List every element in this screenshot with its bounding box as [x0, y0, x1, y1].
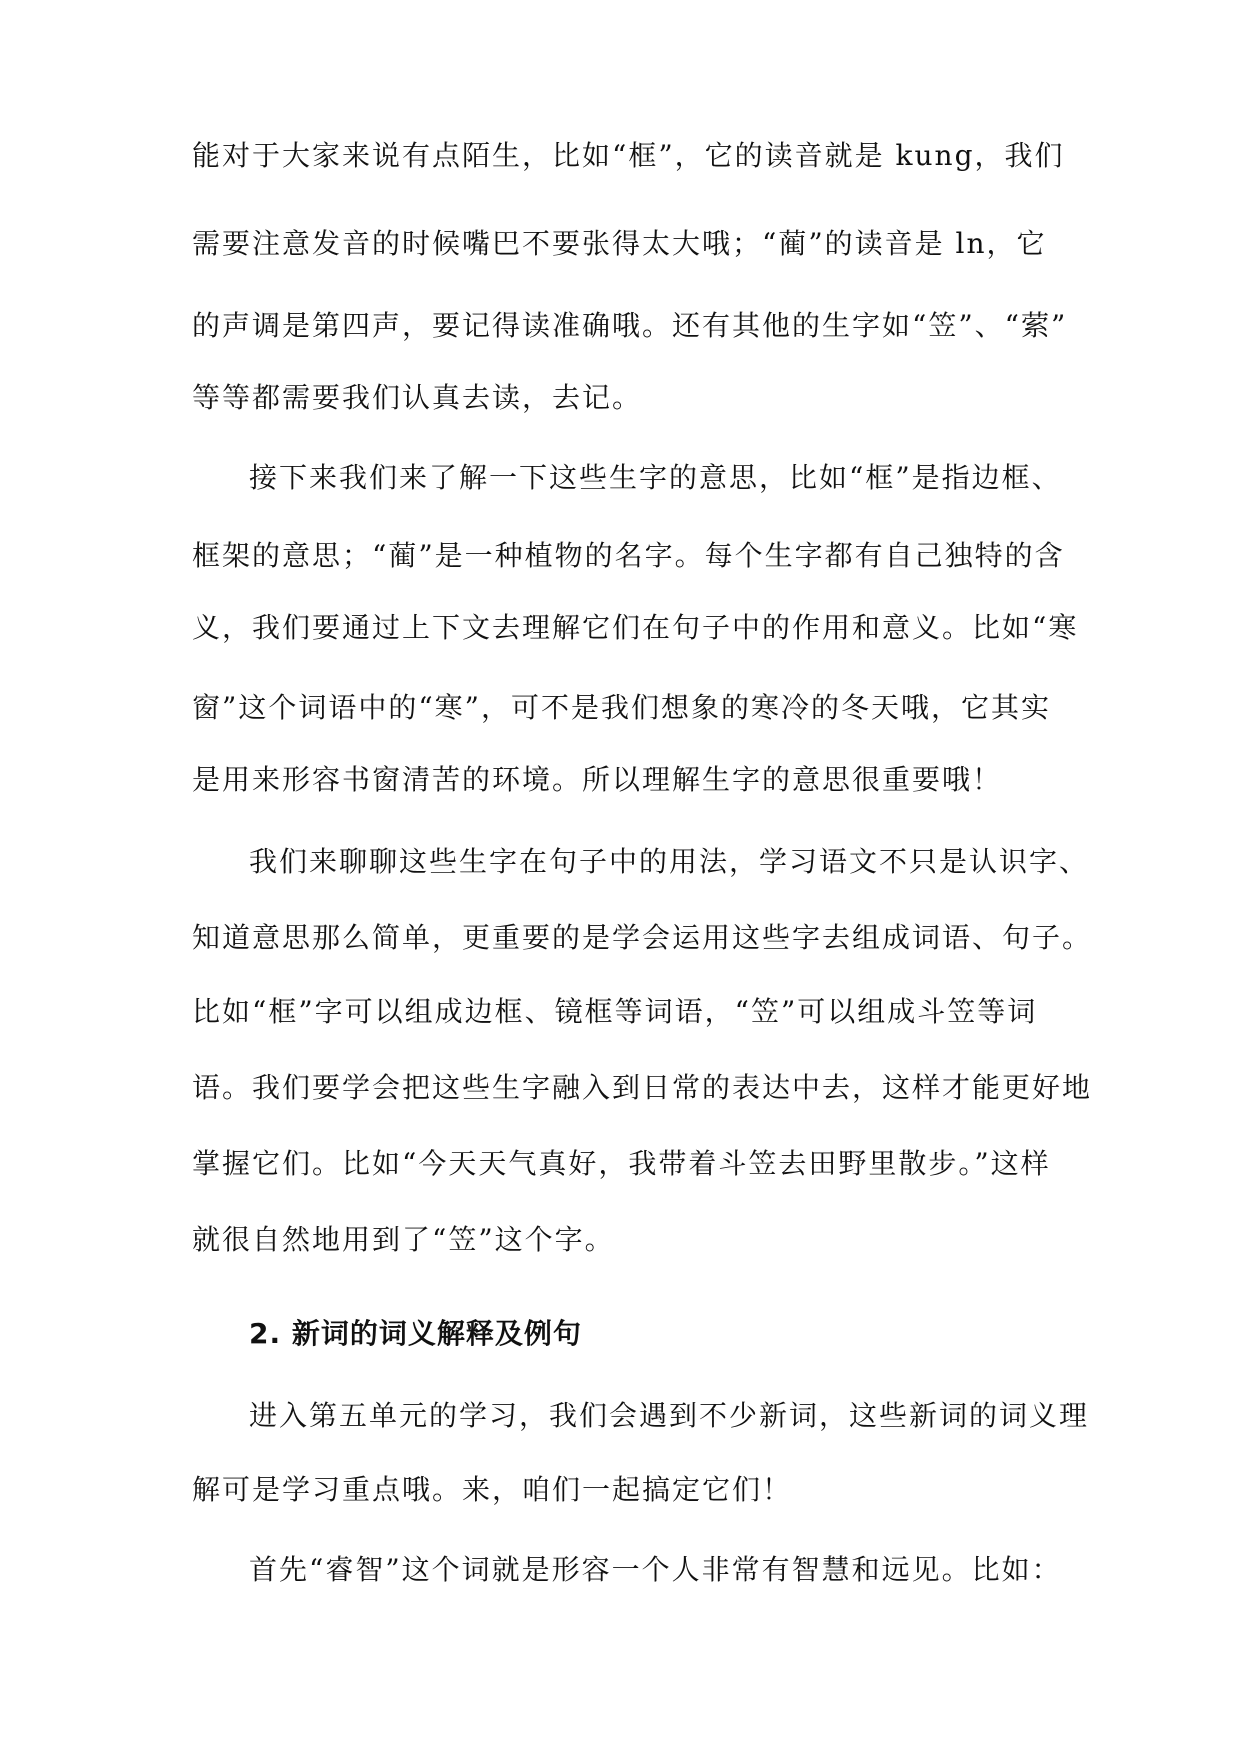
- paragraph-3-line-5: 掌握它们。比如“今天天气真好，我带着斗笠去田野里散步。”这样: [192, 1147, 1051, 1180]
- paragraph-3-line-1: 我们来聊聊这些生字在句子中的用法，学习语文不只是认识字、: [249, 845, 1090, 878]
- paragraph-2-line-2: 框架的意思；“蔺”是一种植物的名字。每个生字都有自己独特的含: [192, 539, 1065, 572]
- paragraph-3-line-6: 就很自然地用到了“笠”这个字。: [192, 1223, 615, 1256]
- paragraph-3-line-4: 语。我们要学会把这些生字融入到日常的表达中去，这样才能更好地: [192, 1071, 1093, 1104]
- paragraph-1-line-4: 等等都需要我们认真去读，去记。: [192, 381, 643, 414]
- section-paragraph-1-line-2: 解可是学习重点哦。来，咱们一起搞定它们！: [192, 1473, 793, 1506]
- paragraph-2-line-1: 接下来我们来了解一下这些生字的意思，比如“框”是指边框、: [249, 461, 1062, 494]
- paragraph-1-line-1: 能对于大家来说有点陌生，比如“框”，它的读音就是 kung，我们: [192, 139, 1065, 172]
- paragraph-3-line-2: 知道意思那么简单，更重要的是学会运用这些字去组成词语、句子。: [192, 921, 1093, 954]
- paragraph-1-line-3: 的声调是第四声，要记得读准确哦。还有其他的生字如“笠”、“萦”: [192, 309, 1068, 342]
- paragraph-2-line-5: 是用来形容书窗清苦的环境。所以理解生字的意思很重要哦！: [192, 763, 1003, 796]
- paragraph-3-line-3: 比如“框”字可以组成边框、镜框等词语，“笠”可以组成斗笠等词: [192, 995, 1038, 1028]
- paragraph-2-line-4: 窗”这个词语中的“寒”，可不是我们想象的寒冷的冬天哦，它其实: [192, 691, 1051, 724]
- paragraph-1-line-2: 需要注意发音的时候嘴巴不要张得太大哦；“蔺”的读音是 ln，它: [192, 227, 1047, 260]
- section-paragraph-1-line-1: 进入第五单元的学习，我们会遇到不少新词，这些新词的词义理: [249, 1399, 1090, 1432]
- section-paragraph-2-line-1: 首先“睿智”这个词就是形容一个人非常有智慧和远见。比如：: [249, 1553, 1062, 1586]
- section-heading: 2. 新词的词义解释及例句: [249, 1317, 582, 1350]
- paragraph-2-line-3: 义，我们要通过上下文去理解它们在句子中的作用和意义。比如“寒: [192, 611, 1079, 644]
